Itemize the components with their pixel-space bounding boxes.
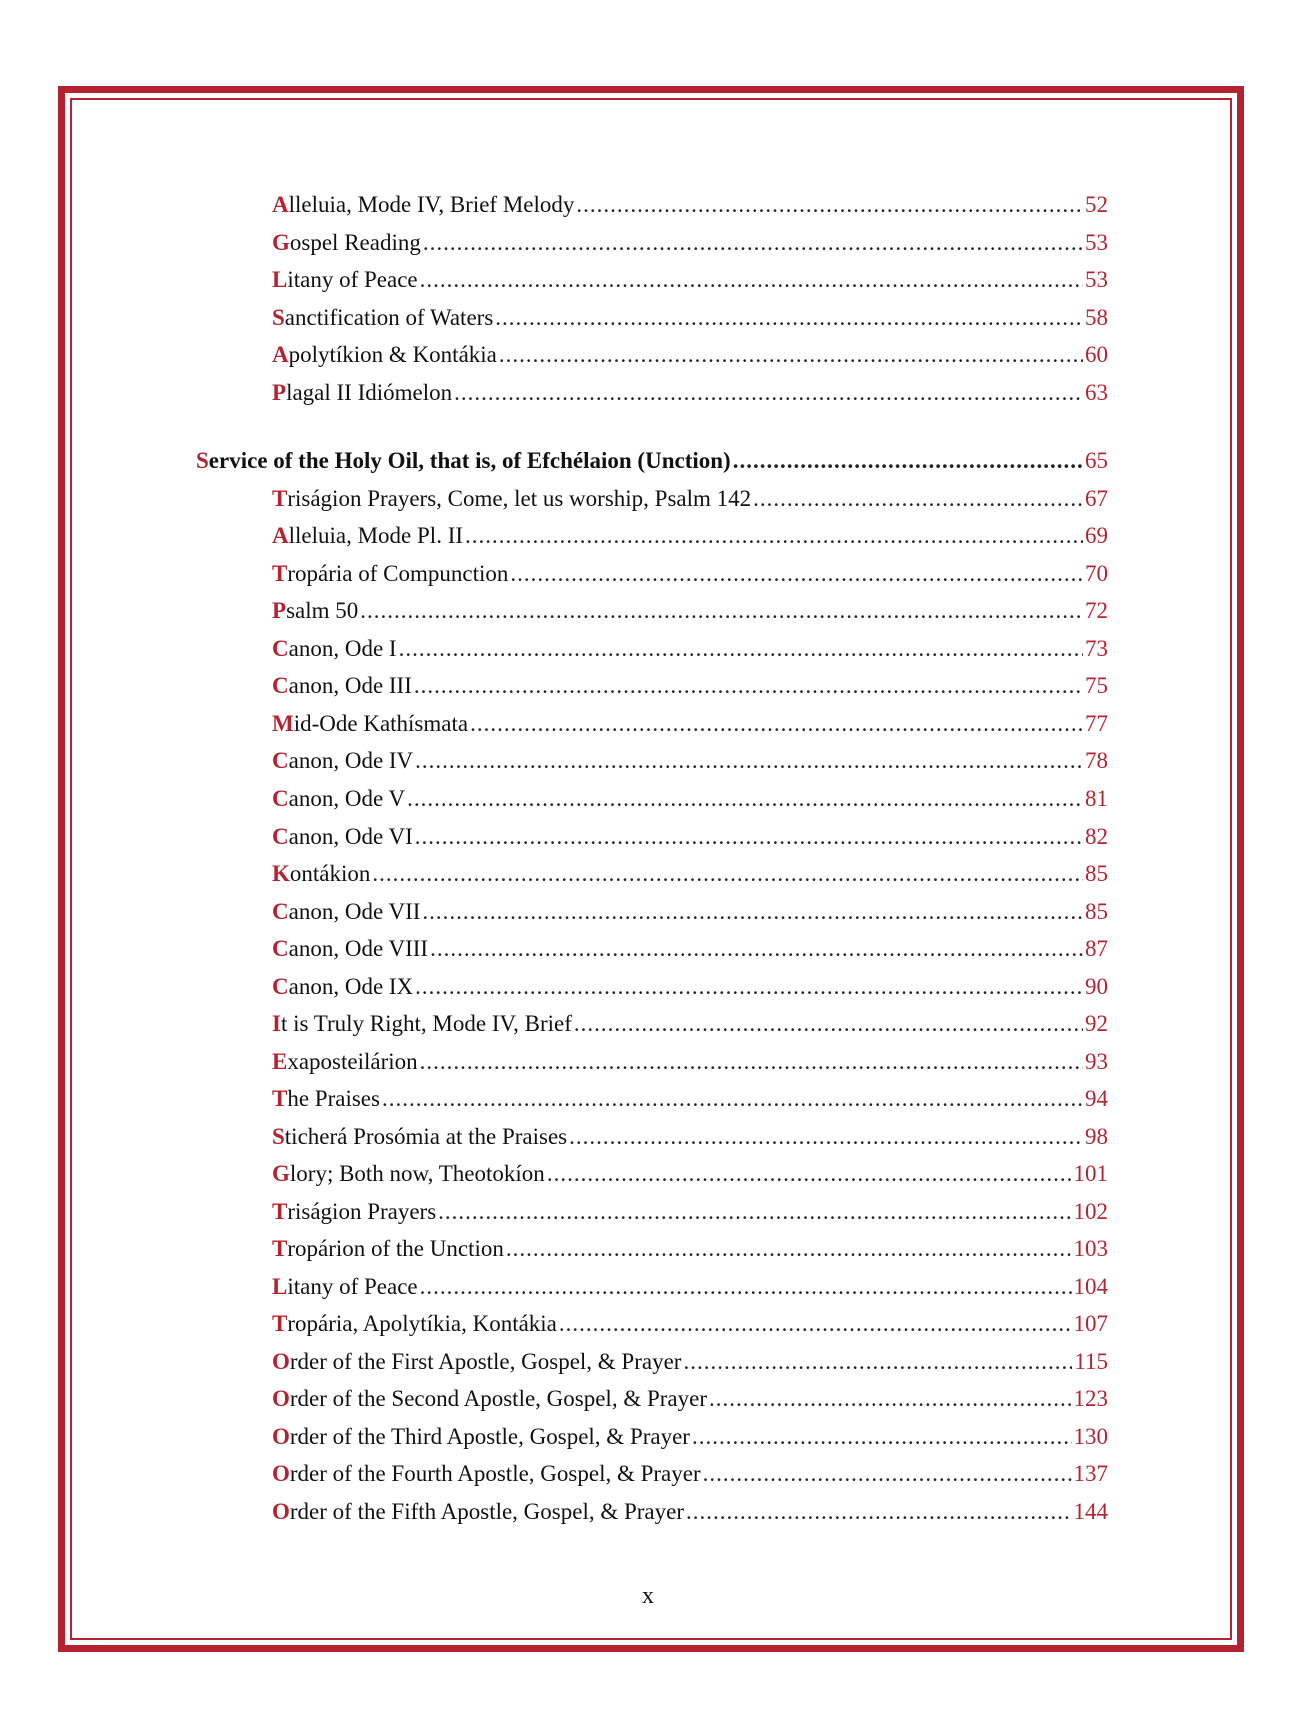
dot-leader [415,746,1083,776]
page-number: 144 [1073,1499,1108,1524]
title-text: anon, Ode VII [288,899,421,924]
dot-leader [438,1197,1071,1227]
toc-entry-title [272,634,397,664]
dot-leader [510,559,1083,589]
title-text: xaposteilárion [287,1049,418,1074]
initial-letter: L [272,1274,288,1299]
title-text: anon, Ode IX [288,974,414,999]
dot-leader [454,378,1083,408]
dot-leader [465,521,1083,551]
initial-letter: C [272,748,289,773]
initial-letter: I [272,1011,281,1036]
initial-letter: T [272,1311,288,1336]
page-number: 102 [1073,1199,1108,1224]
toc-entry-title [272,746,413,776]
title-text: anon, Ode I [288,636,397,661]
page-number: 58 [1085,305,1108,330]
page-number-footer: x [642,1583,654,1609]
title-text: salm 50 [286,598,359,623]
toc-entry[interactable] [272,1422,1108,1452]
title-text: itany of Peace [287,1274,418,1299]
initial-letter: L [272,267,288,292]
toc-entry-title [272,1159,545,1189]
toc-entry-title [272,1272,418,1302]
toc-entry-title [272,1234,504,1264]
toc-entry[interactable] [272,1497,1108,1527]
toc-entry[interactable] [272,265,1108,295]
initial-letter: A [272,342,289,367]
initial-letter: O [272,1349,290,1374]
page-number: 60 [1085,342,1108,367]
page-number: 104 [1073,1274,1108,1299]
toc-entry-title [272,709,468,739]
initial-letter: A [272,192,289,217]
dot-leader [430,934,1083,964]
page-number: 63 [1085,380,1108,405]
initial-letter: M [272,711,294,736]
toc-entry-title [272,1347,681,1377]
initial-letter: T [272,1086,288,1111]
page-number: 72 [1085,598,1108,623]
page-number: 70 [1085,561,1108,586]
title-text: anon, Ode VIII [288,936,429,961]
toc-entry-title [272,521,463,551]
title-text: lleluia, Mode Pl. II [288,523,464,548]
title-text: itany of Peace [287,267,418,292]
page-number: 98 [1085,1124,1108,1149]
toc-entry[interactable] [272,897,1108,927]
toc-entry-title [272,972,413,1002]
dot-leader [399,634,1083,664]
toc-entry[interactable] [272,671,1108,701]
page-number: 75 [1085,673,1108,698]
initial-letter: O [272,1499,290,1524]
page-number: 81 [1085,786,1108,811]
page-number: 52 [1085,192,1108,217]
toc-entry[interactable] [272,1272,1108,1302]
toc-entry-title [272,1384,707,1414]
dot-leader [686,1497,1071,1527]
toc-entry-title [272,859,370,889]
toc-entry[interactable] [272,746,1108,776]
toc-entry-title [196,446,731,476]
dot-leader [576,190,1083,220]
initial-letter: S [272,305,285,330]
dot-leader [470,709,1083,739]
title-text: rder of the Fourth Apostle, Gospel, & Prayer [289,1461,701,1486]
toc-entry-title [272,1497,684,1527]
toc-entry[interactable] [272,634,1108,664]
initial-letter: C [272,899,289,924]
dot-leader [547,1159,1072,1189]
toc-entry[interactable] [272,340,1108,370]
title-text: ontákion [289,861,371,886]
title-text: rder of the Fifth Apostle, Gospel, & Prayer [289,1499,685,1524]
page-number: 85 [1085,899,1108,924]
toc-entry[interactable] [272,1084,1108,1114]
initial-letter: G [272,230,290,255]
toc-entry[interactable] [272,559,1108,589]
toc-entry-title [272,1459,701,1489]
page-number: 53 [1085,230,1108,255]
toc-entry-title [272,671,412,701]
title-text: ticherá Prosómia at the Praises [284,1124,568,1149]
toc-entry[interactable] [272,378,1108,408]
dot-leader [360,596,1083,626]
title-text: rder of the First Apostle, Gospel, & Prayer [289,1349,682,1374]
title-text: lagal II Idiómelon [286,380,453,405]
toc-entry[interactable] [272,228,1108,258]
dot-leader [506,1234,1072,1264]
page-number: 53 [1085,267,1108,292]
initial-letter: T [272,486,288,511]
dot-leader [495,303,1083,333]
initial-letter: T [272,561,288,586]
toc-entry-title [272,1309,557,1339]
page-number: 65 [1085,448,1108,473]
dot-leader [733,446,1083,476]
initial-letter: T [272,1236,288,1261]
initial-letter: A [272,523,289,548]
title-text: rder of the Third Apostle, Gospel, & Prayer [289,1424,690,1449]
dot-leader [703,1459,1072,1489]
dot-leader [569,1122,1083,1152]
page-number: 137 [1073,1461,1108,1486]
page-number: 90 [1085,974,1108,999]
page-number: 94 [1085,1086,1108,1111]
title-text: ospel Reading [289,230,421,255]
page-number: 85 [1085,861,1108,886]
toc-section-heading[interactable] [196,446,1108,476]
page-number: 115 [1074,1349,1108,1374]
title-text: polytíkion & Kontákia [288,342,497,367]
toc-entry[interactable] [272,972,1108,1002]
toc-entry[interactable] [272,303,1108,333]
toc-entry[interactable] [272,934,1108,964]
dot-leader [574,1009,1083,1039]
title-text: id-Ode Kathísmata [293,711,469,736]
toc-entry[interactable] [272,709,1108,739]
page-number: 107 [1073,1311,1108,1336]
page-number: 92 [1085,1011,1108,1036]
dot-leader [415,822,1083,852]
toc-entry-title [272,934,428,964]
toc-entry-title [272,265,418,295]
initial-letter: O [272,1461,290,1486]
toc-entry-title [272,897,420,927]
dot-leader [422,897,1083,927]
toc-entry[interactable] [272,1459,1108,1489]
toc-entry-title [272,190,574,220]
toc-entry-title [272,1422,690,1452]
dot-leader [420,1047,1083,1077]
initial-letter: C [272,974,289,999]
title-text: ropária of Compunction [287,561,509,586]
title-text: anon, Ode V [288,786,406,811]
toc-entry-title [272,340,497,370]
dot-leader [692,1422,1072,1452]
toc-entry-title [272,228,421,258]
initial-letter: O [272,1424,290,1449]
initial-letter: O [272,1386,290,1411]
initial-letter: T [272,1199,288,1224]
title-text: anctification of Waters [284,305,494,330]
toc-entry[interactable] [272,1309,1108,1339]
toc-entry[interactable] [272,1234,1108,1264]
dot-leader [559,1309,1072,1339]
dot-leader [407,784,1083,814]
dot-leader [414,671,1083,701]
title-text: lleluia, Mode IV, Brief Melody [288,192,575,217]
dot-leader [499,340,1083,370]
initial-letter: C [272,636,289,661]
toc-entry[interactable] [272,784,1108,814]
initial-letter: K [272,861,290,886]
title-text: anon, Ode VI [288,824,413,849]
toc-entry-title [272,559,508,589]
title-text: ropárion of the Unction [287,1236,504,1261]
toc-entry[interactable] [272,484,1108,514]
toc-entry[interactable] [272,1159,1108,1189]
initial-letter: C [272,936,289,961]
page-number: 123 [1073,1386,1108,1411]
title-text: ervice of the Holy Oil, that is, of Efchélaion (Unction) [208,448,731,473]
initial-letter: S [272,1124,285,1149]
toc-entry-title [272,822,413,852]
toc-entry[interactable] [272,1197,1108,1227]
initial-letter: C [272,786,289,811]
initial-letter: P [272,598,287,623]
toc-entry-title [272,303,493,333]
toc-entry[interactable] [272,1347,1108,1377]
dot-leader [423,228,1083,258]
page-number: 130 [1073,1424,1108,1449]
initial-letter: S [196,448,209,473]
page-number: 82 [1085,824,1108,849]
toc-entry[interactable] [272,859,1108,889]
dot-leader [683,1347,1072,1377]
title-text: t is Truly Right, Mode IV, Brief [280,1011,572,1036]
toc-entry[interactable] [272,1047,1108,1077]
toc-entry[interactable] [272,1009,1108,1039]
dot-leader [382,1084,1083,1114]
initial-letter: G [272,1161,290,1186]
toc-entry-title [272,1197,436,1227]
toc-entry-title [272,596,358,626]
title-text: riságion Prayers [287,1199,437,1224]
toc-entry-title [272,1084,380,1114]
initial-letter: P [272,380,287,405]
initial-letter: C [272,673,289,698]
toc-entry[interactable] [272,596,1108,626]
page-number: 67 [1085,486,1108,511]
dot-leader [753,484,1083,514]
dot-leader [415,972,1083,1002]
toc-entry-title [272,1009,572,1039]
page-number: 69 [1085,523,1108,548]
toc-entry[interactable] [272,1122,1108,1152]
toc-entry[interactable] [272,190,1108,220]
page-number: 77 [1085,711,1108,736]
toc-entry-title [272,378,452,408]
title-text: rder of the Second Apostle, Gospel, & Prayer [289,1386,707,1411]
dot-leader [420,1272,1072,1302]
toc-entry-title [272,484,751,514]
page-number: 78 [1085,748,1108,773]
toc-entry-title [272,1047,418,1077]
page-number: 87 [1085,936,1108,961]
title-text: lory; Both now, Theotokíon [289,1161,545,1186]
title-text: riságion Prayers, Come, let us worship, Psalm 142 [287,486,752,511]
title-text: ropária, Apolytíkia, Kontákia [287,1311,557,1336]
dot-leader [420,265,1083,295]
initial-letter: C [272,824,289,849]
title-text: anon, Ode IV [288,748,414,773]
page-number: 103 [1073,1236,1108,1261]
page-number: 73 [1085,636,1108,661]
title-text: he Praises [287,1086,380,1111]
dot-leader [372,859,1083,889]
toc-entry[interactable] [272,521,1108,551]
title-text: anon, Ode III [288,673,412,698]
page-number: 93 [1085,1049,1108,1074]
toc-entry-title [272,784,405,814]
toc-entry[interactable] [272,1384,1108,1414]
initial-letter: E [272,1049,288,1074]
toc-entry-title [272,1122,567,1152]
dot-leader [709,1384,1072,1414]
page-number: 101 [1073,1161,1108,1186]
toc-entry[interactable] [272,822,1108,852]
